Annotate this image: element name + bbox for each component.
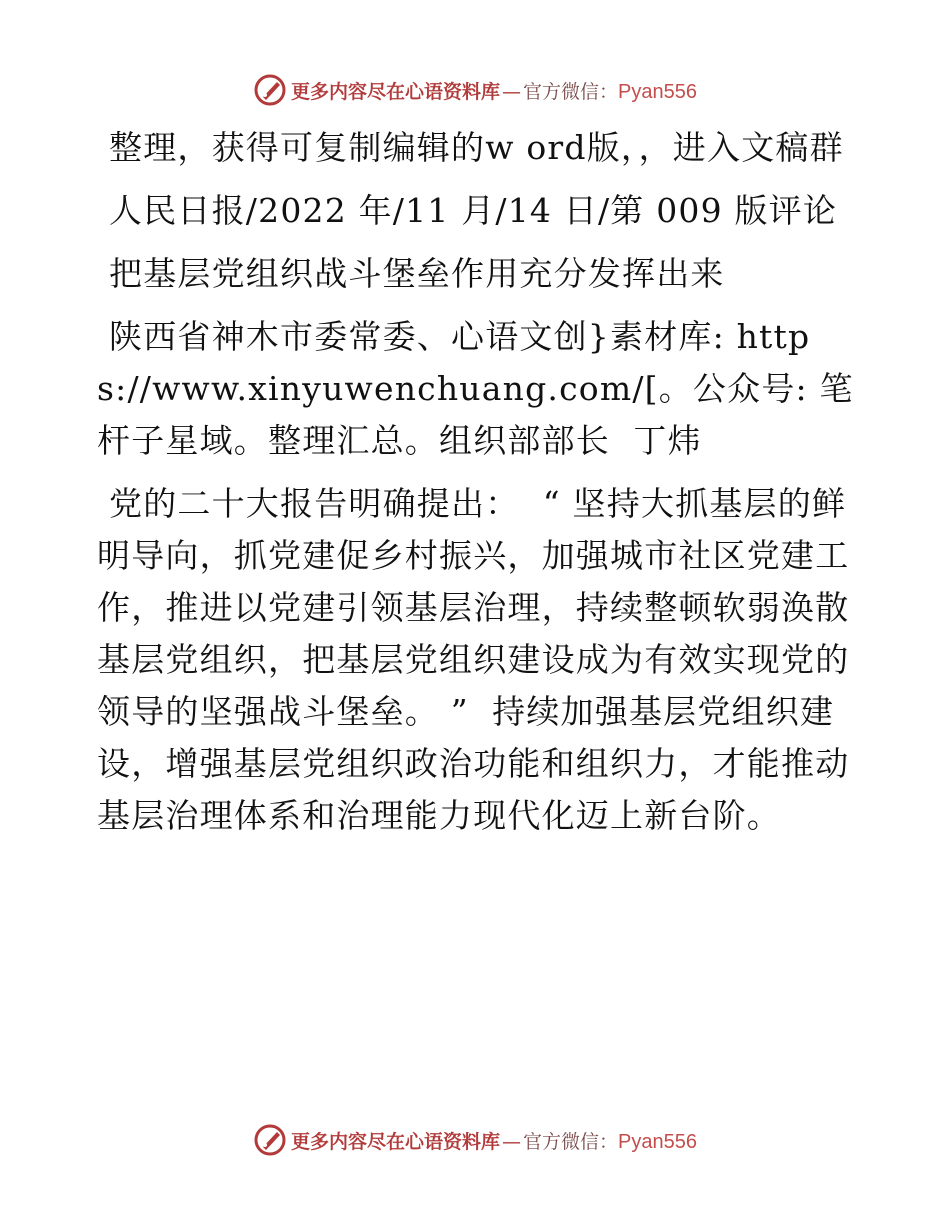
- body-paragraph: 党的二十大报告明确提出： “ 坚持大抓基层的鲜明导向，抓党建促乡村振兴，加强城市社区党建工作，推进以党建引领基层治理，持续整顿软弱涣散基层党组织，把基层党组织建设成为有效实现党的领导的坚强战斗堡垒。 ” 持续加强基层党组织建设，增强基层党组织政治功能和组织力，才能推动基层治理体系和治理能力现代化迈上新台阶。: [97, 484, 850, 835]
- header-wechat-id: Pyan556: [618, 80, 697, 103]
- article-body: [97, 122, 857, 853]
- author-line: 陕西省神木市委常委、心语文创}素材库: https://www.xinyuwenchuang.com/[。公众号: 笔杆子星域。整理汇总。组织部部长 丁炜: [97, 317, 854, 460]
- footer-wechat-label: 官方微信：: [523, 1130, 619, 1153]
- brand-logo-icon: [253, 1123, 287, 1157]
- brand-logo-icon: [253, 73, 287, 107]
- footer-promo-text: 更多内容尽在心语资料库: [291, 1130, 501, 1153]
- header-wechat-label: 官方微信：: [523, 80, 619, 103]
- footer-banner: [0, 1120, 950, 1160]
- footer-separator: —: [502, 1130, 522, 1153]
- header-separator: —: [502, 80, 522, 103]
- header-banner: [0, 70, 950, 110]
- footer-wechat-id: Pyan556: [618, 1130, 697, 1153]
- intro-paragraph: 整理，获得可复制编辑的w ord版，，进入文稿群: [109, 128, 844, 167]
- article-headline: 把基层党组织战斗堡垒作用充分发挥出来: [109, 254, 725, 293]
- header-promo-text: 更多内容尽在心语资料库: [291, 80, 501, 103]
- source-line: 人民日报/2022 年/11 月/14 日/第 009 版评论: [109, 191, 838, 230]
